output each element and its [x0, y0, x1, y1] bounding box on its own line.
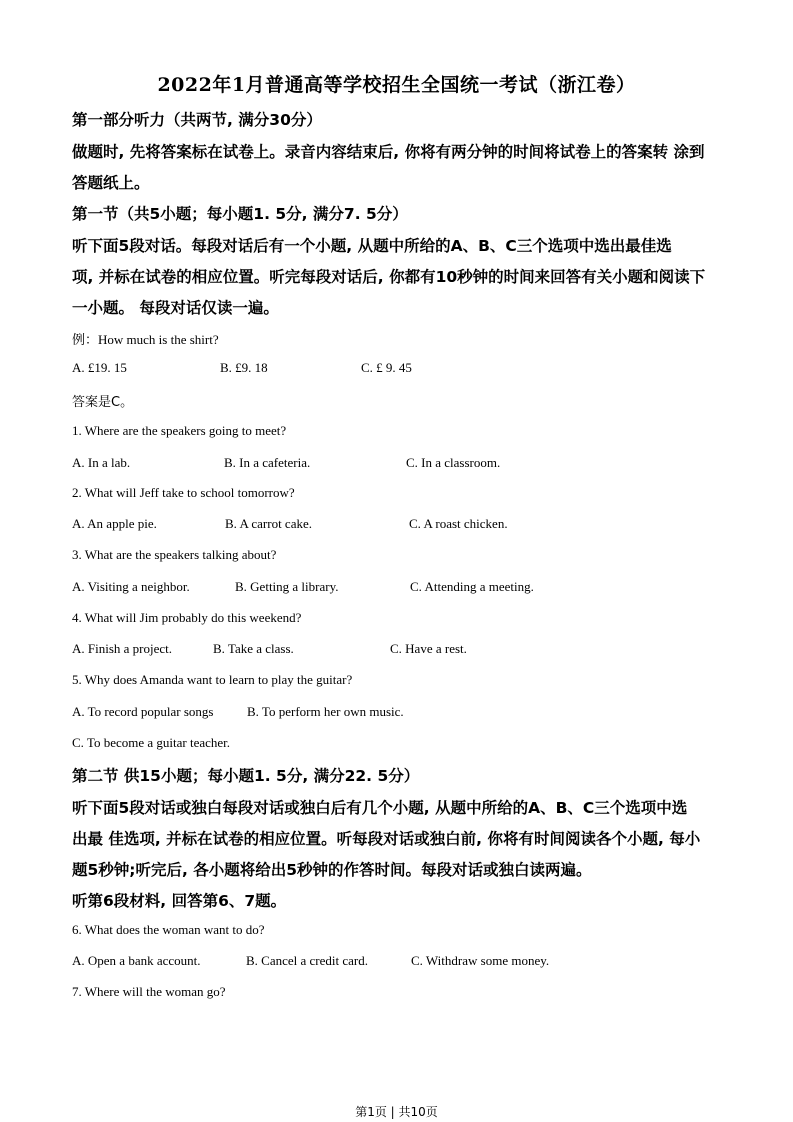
q5-option-a: A. To record popular songs [72, 704, 214, 719]
example-option-a: A. £19. 15 [72, 360, 127, 375]
section2-instructions-line-2: 出最 佳选项, 并标在试卷的相应位置。听每段对话或独白前, 你将有时间阅读各个小题, 每小 [72, 830, 701, 848]
example-question: 例：How much is the shirt? [72, 332, 219, 347]
instructions-line-2: 答题纸上。 [72, 174, 150, 192]
question-7: 7. Where will the woman go? [72, 984, 226, 999]
question-2: 2. What will Jeff take to school tomorrow? [72, 485, 295, 500]
instructions-line-1: 做题时, 先将答案标在试卷上。录音内容结束后, 你将有两分钟的时间将试卷上的答案转 涂到 [72, 143, 705, 161]
example-option-c: C. £ 9. 45 [361, 360, 412, 375]
q2-option-c: C. A roast chicken. [409, 516, 508, 531]
section2-heading: 第二节 供15小题；每小题1. 5分, 满分22. 5分） [72, 767, 420, 785]
part1-heading: 第一部分听力（共两节, 满分30分） [72, 111, 322, 129]
question-3: 3. What are the speakers talking about? [72, 547, 277, 562]
section2-instructions-line-1: 听下面5段对话或独白每段对话或独白后有几个小题, 从题中所给的A、B、C三个选项中选 [72, 799, 688, 817]
material6-heading: 听第6段材料, 回答第6、7题。 [72, 892, 287, 910]
q4-option-c: C. Have a rest. [390, 641, 467, 656]
example-answer: 答案是C。 [72, 395, 134, 410]
q4-option-b: B. Take a class. [213, 641, 294, 656]
page-title: 2022年1月普通高等学校招生全国统一考试（浙江卷） [157, 74, 636, 96]
q1-option-c: C. In a classroom. [406, 455, 501, 470]
q6-option-b: B. Cancel a credit card. [246, 953, 368, 968]
q1-option-b: B. In a cafeteria. [224, 455, 311, 470]
section1-instructions-line-1: 听下面5段对话。每段对话后有一个小题, 从题中所给的A、B、C三个选项中选出最佳选 [72, 237, 672, 255]
q4-option-a: A. Finish a project. [72, 641, 173, 656]
q6-option-c: C. Withdraw some money. [411, 953, 550, 968]
q3-option-c: C. Attending a meeting. [410, 579, 534, 594]
question-6: 6. What does the woman want to do? [72, 922, 265, 937]
q5-option-b: B. To perform her own music. [247, 704, 404, 719]
section1-heading: 第一节（共5小题；每小题1. 5分, 满分7. 5分） [72, 205, 408, 223]
question-4: 4. What will Jim probably do this weekend? [72, 610, 302, 625]
question-1: 1. Where are the speakers going to meet? [72, 423, 287, 438]
q3-option-a: A. Visiting a neighbor. [72, 579, 190, 594]
page-footer: 第1页 | 共10页 [355, 1105, 438, 1119]
q6-option-a: A. Open a bank account. [72, 953, 201, 968]
question-5: 5. Why does Amanda want to learn to play the guitar? [72, 672, 353, 687]
example-option-b: B. £9. 18 [220, 360, 268, 375]
section1-instructions-line-3: 一小题。 每段对话仅读一遍。 [72, 299, 279, 317]
q5-option-c: C. To become a guitar teacher. [72, 735, 231, 750]
section2-instructions-line-3: 题5秒钟;听完后, 各小题将给出5秒钟的作答时间。每段对话或独白读两遍。 [72, 861, 592, 879]
q2-option-a: A. An apple pie. [72, 516, 157, 531]
q3-option-b: B. Getting a library. [235, 579, 339, 594]
q2-option-b: B. A carrot cake. [225, 516, 312, 531]
q1-option-a: A. In a lab. [72, 455, 131, 470]
section1-instructions-line-2: 项, 并标在试卷的相应位置。听完每段对话后, 你都有10秒钟的时间来回答有关小题和阅读下 [72, 268, 706, 286]
